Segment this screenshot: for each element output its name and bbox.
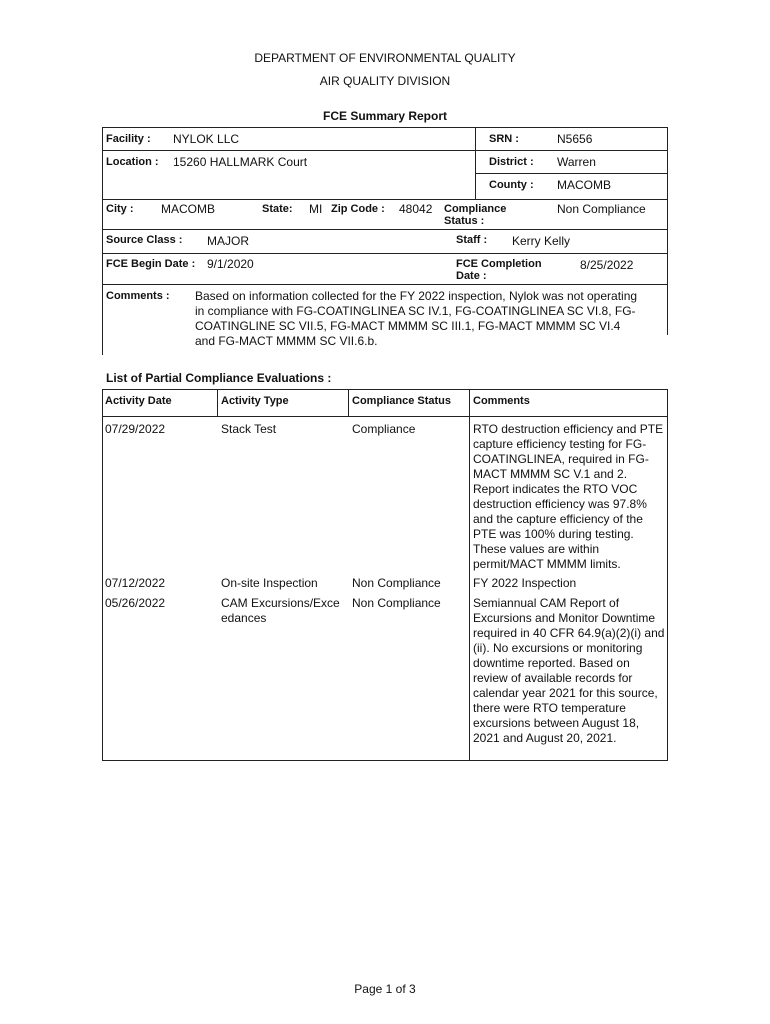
compliance-label-line1: Compliance [444,203,507,215]
row1-status: Compliance [352,422,416,436]
location-value: 15260 HALLMARK Court [173,155,308,169]
column-header-compliance-status: Compliance Status [352,395,452,407]
city-label: City : [106,203,134,215]
comments-line: Based on information collected for the FY 2022 inspection, Nylok was not operating [195,289,638,303]
row3-date: 05/26/2022 [105,596,166,610]
row1-date: 07/29/2022 [105,422,166,436]
source-class-label: Source Class : [106,234,183,246]
srn-label: SRN : [489,133,519,145]
county-label: County : [489,179,534,191]
county-value: MACOMB [557,178,611,192]
comments-label: Comments : [106,290,170,302]
row3-comments: Semiannual CAM Report of Excursions and Monitor Downtime required in 40 CFR 64.9(a)(2)(i) and (ii). No excursions or monitoring downtime reported. Based on review of available records for calendar year 2021 for this source, there were RTO temperature excursions between August 18, 2021 and August 20, 2021. [473,596,665,745]
state-value: MI [309,202,323,216]
department-title: DEPARTMENT OF ENVIRONMENTAL QUALITY [254,51,516,65]
srn-value: N5656 [557,132,593,146]
zip-value: 48042 [399,202,433,216]
fce-completion-label-line1: FCE Completion [456,258,542,270]
row3-status: Non Compliance [352,596,441,610]
source-class-value: MAJOR [207,234,249,248]
district-label: District : [489,156,534,168]
fce-completion-label-line2: Date : [456,270,487,282]
row1-type: Stack Test [221,422,277,436]
fce-begin-value: 9/1/2020 [207,257,254,271]
row2-status: Non Compliance [352,576,441,590]
compliance-label-line2: Status : [444,215,485,227]
column-header-activity-type: Activity Type [221,395,289,407]
division-title: AIR QUALITY DIVISION [319,74,451,88]
city-value: MACOMB [161,202,215,216]
page-number: Page 1 of 3 [354,982,416,996]
report-title: FCE Summary Report [322,109,448,123]
comments-line: in compliance with FG-COATINGLINEA SC IV.1, FG-COATINGLINEA SC VI.8, FG- [195,304,636,318]
district-value: Warren [557,155,596,169]
comments-line: and FG-MACT MMMM SC VII.6.b. [195,334,378,348]
comments-text [195,289,637,349]
staff-value: Kerry Kelly [512,234,571,248]
column-header-activity-date: Activity Date [105,395,172,407]
row2-comments: FY 2022 Inspection [473,576,577,590]
row2-type: On-site Inspection [221,576,318,590]
location-label: Location : [106,156,159,168]
comments-line: COATINGLINE SC VII.5, FG-MACT MMMM SC III.1, FG-MACT MMMM SC VI.4 [195,319,621,333]
state-label: State: [262,203,293,215]
row2-date: 07/12/2022 [105,576,166,590]
fce-completion-value: 8/25/2022 [580,258,634,272]
row1-comments: RTO destruction efficiency and PTE capture efficiency testing for FG-COATINGLINEA, required in FG-MACT MMMM SC V.1 and 2. Report indicates the RTO VOC destruction efficiency was 97.8% and the capture efficiency of the PTE was 100% during testing. These values are within permit/MACT MMMM limits. [473,422,664,571]
compliance-status-value: Non Compliance [557,202,646,216]
fce-begin-label: FCE Begin Date : [106,258,196,270]
staff-label: Staff : [456,234,488,246]
facility-label: Facility : [106,133,151,145]
row3-type: CAM Excursions/Exceedances [221,596,340,625]
column-header-comments: Comments [473,395,530,407]
zip-label: Zip Code : [331,203,385,215]
facility-value: NYLOK LLC [173,132,240,146]
pce-heading: List of Partial Compliance Evaluations : [106,371,332,385]
